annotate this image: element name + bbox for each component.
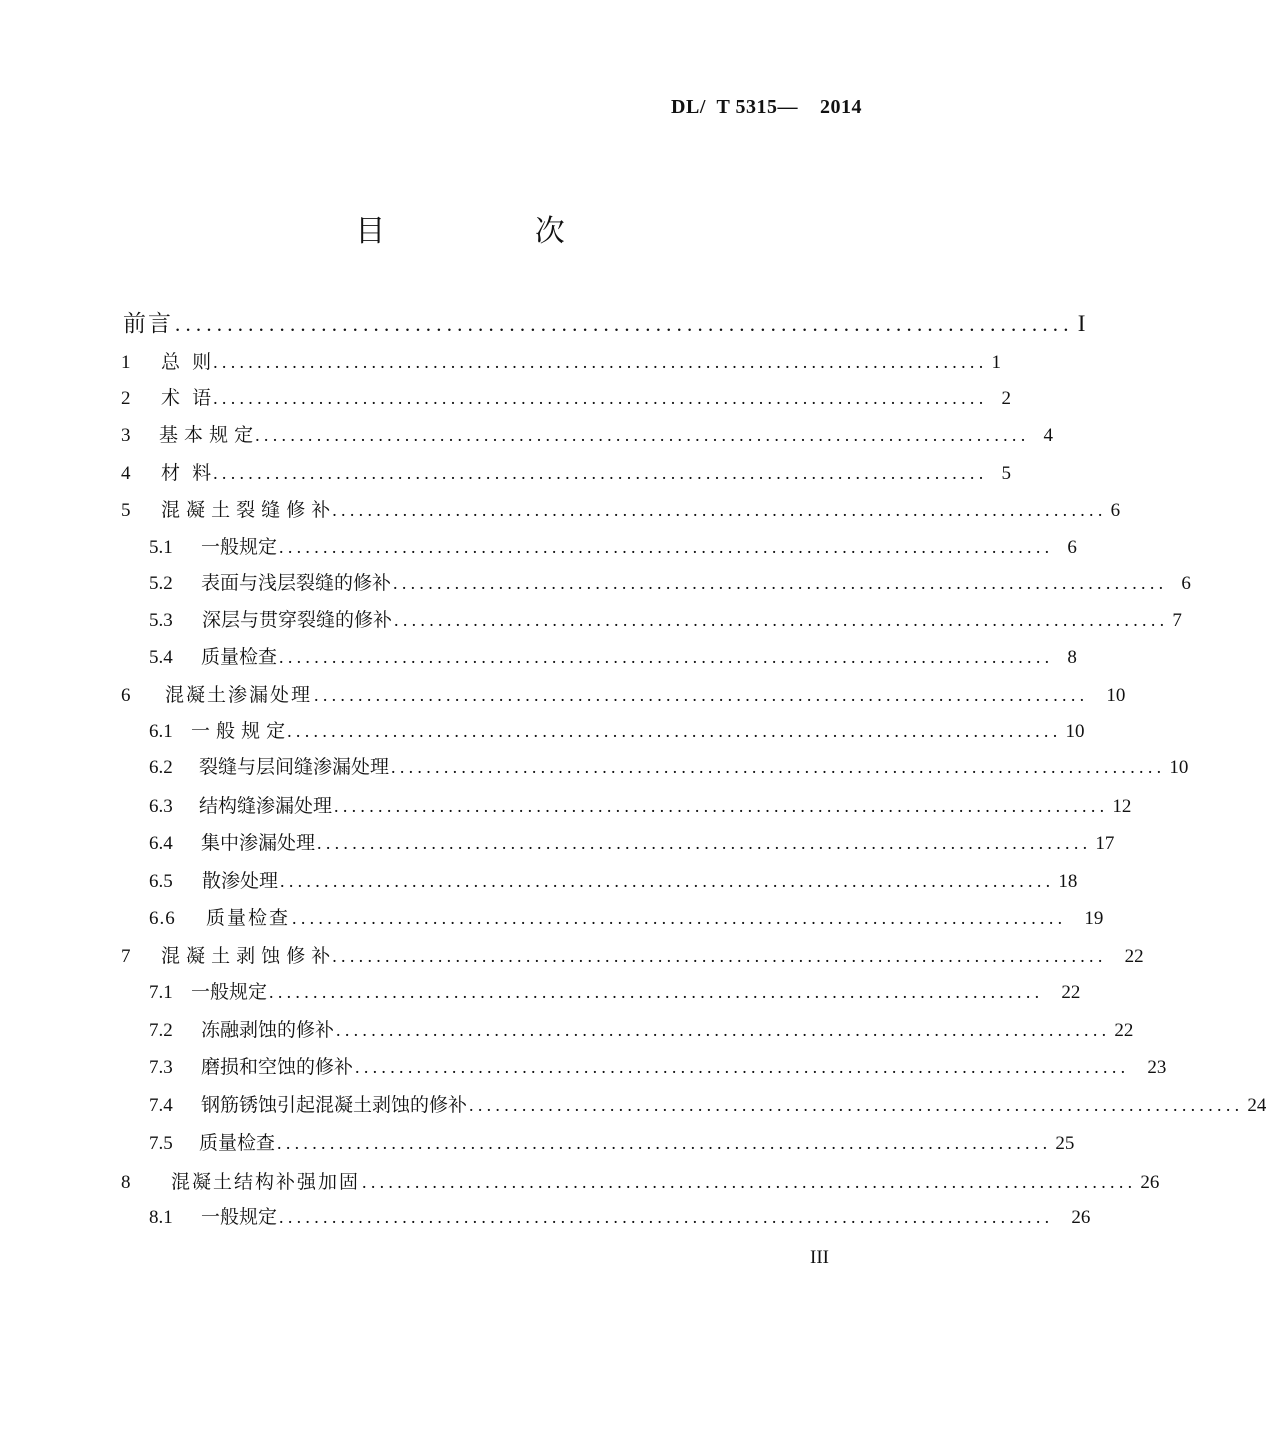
toc-entry[interactable] xyxy=(121,458,1011,485)
toc-leader-dots: ........................................................................................ xyxy=(332,500,1107,520)
toc-entry[interactable] xyxy=(121,941,1144,968)
toc-leader-dots: ........................................................................................ xyxy=(213,352,988,372)
toc-entry-page: 19 xyxy=(1084,908,1104,929)
toc-entry-page: 22 xyxy=(1114,1020,1134,1041)
toc-leader-dots: ........................................................................................ xyxy=(279,1207,1054,1227)
toc-entry[interactable] xyxy=(149,977,1081,1004)
toc-entry[interactable] xyxy=(149,1015,1134,1042)
toc-entry[interactable] xyxy=(149,828,1115,855)
toc-entry-page: 10 xyxy=(1065,721,1085,742)
toc-entry-number: 5 xyxy=(121,500,131,521)
toc-leader-dots: ........................................................................................ xyxy=(394,610,1169,630)
toc-leader-dots: ........................................................................................ xyxy=(393,573,1168,593)
toc-entry-number: 7 xyxy=(121,946,131,967)
toc-entry-title: 钢筋锈蚀引起混凝土剥蚀的修补 xyxy=(201,1094,468,1116)
toc-entry-page: 2 xyxy=(1001,388,1011,409)
toc-leader-dots: ........................................................................................ xyxy=(269,982,1044,1002)
toc-leader-dots: ........................................................................................ xyxy=(355,1057,1130,1077)
toc-leader-dots: ........................................................................................ xyxy=(279,647,1054,667)
toc-entry-number: 5.4 xyxy=(149,647,173,668)
toc-entry[interactable] xyxy=(121,347,1001,374)
toc-leader-dots: ...................................................................................... xyxy=(175,312,1074,336)
toc-entry-number: 6.1 xyxy=(149,721,173,742)
toc-leader-dots: ........................................................................................ xyxy=(362,1172,1137,1192)
toc-entry-number: 3 xyxy=(121,425,131,446)
toc-leader-dots: ........................................................................................ xyxy=(469,1095,1244,1115)
toc-entry-number: 8.1 xyxy=(149,1207,173,1228)
toc-entry-title: 术 语 xyxy=(161,387,212,409)
toc-entry-number: 6 xyxy=(121,685,131,706)
toc-entry-title: 一般规定 xyxy=(191,981,268,1003)
toc-entry-title: 一 般 规 定 xyxy=(191,720,286,742)
toc-entry[interactable] xyxy=(121,383,1011,410)
toc-leader-dots: ........................................................................................ xyxy=(287,721,1062,741)
toc-leader-dots: ........................................................................................ xyxy=(332,946,1107,966)
toc-entry-page: 5 xyxy=(1001,463,1011,484)
toc-entry-number: 7.4 xyxy=(149,1095,173,1116)
toc-entry[interactable] xyxy=(121,420,1054,447)
toc-entry-page: 8 xyxy=(1067,647,1077,668)
toc-entry-title: 深层与贯穿裂缝的修补 xyxy=(202,609,393,631)
toc-leader-dots: ........................................................................................ xyxy=(314,685,1089,705)
toc-entry-number: 6.3 xyxy=(149,796,173,817)
toc-leader-dots: ........................................................................................ xyxy=(391,757,1166,777)
page-number: III xyxy=(810,1247,829,1268)
toc-entry-number: 7.1 xyxy=(149,982,173,1003)
toc-entry-page: 6 xyxy=(1110,500,1121,521)
toc-entry-number: 4 xyxy=(121,463,131,484)
toc-entry-number: 6.2 xyxy=(149,757,173,778)
toc-entry-number: 8 xyxy=(121,1172,131,1193)
toc-leader-dots: ........................................................................................ xyxy=(277,1133,1052,1153)
toc-entry[interactable] xyxy=(149,568,1191,595)
toc-entry-number: 7.3 xyxy=(149,1057,173,1078)
toc-entry-page: 25 xyxy=(1055,1133,1075,1154)
toc-entry-number: 1 xyxy=(121,352,131,373)
toc-entry-title: 基 本 规 定 xyxy=(159,424,254,446)
toc-entry-page: 22 xyxy=(1124,946,1144,967)
toc-entry-title: 混凝土渗漏处理 xyxy=(165,684,313,706)
toc-entry-number: 6.4 xyxy=(149,833,173,854)
toc-entry-title: 散渗处理 xyxy=(202,870,279,892)
toc-leader-dots: ........................................................................................ xyxy=(213,463,988,483)
toc-entry[interactable] xyxy=(121,1167,1160,1194)
toc-leader-dots: ........................................................................................ xyxy=(334,796,1109,816)
toc-entry[interactable] xyxy=(149,1090,1266,1117)
toc-entry-page: 10 xyxy=(1106,685,1126,706)
toc-entry-number: 2 xyxy=(121,388,131,409)
toc-entry-page: 7 xyxy=(1172,610,1182,631)
toc-entry-page: 23 xyxy=(1147,1057,1167,1078)
toc-leader-dots: ........................................................................................ xyxy=(317,833,1092,853)
toc-leader-dots: ........................................................................................ xyxy=(279,537,1054,557)
toc-entry-page: 6 xyxy=(1181,573,1191,594)
toc-entry-title: 结构缝渗漏处理 xyxy=(199,795,333,817)
toc-entry[interactable] xyxy=(149,1128,1075,1155)
toc-entry-number: 5.1 xyxy=(149,537,173,558)
toc-entry-number: 5.2 xyxy=(149,573,173,594)
toc-entry[interactable] xyxy=(149,642,1077,669)
toc-entry-number: 5.3 xyxy=(149,610,173,631)
toc-entry[interactable] xyxy=(149,1052,1167,1079)
toc-entry-title: 表面与浅层裂缝的修补 xyxy=(201,572,392,594)
toc-entry-page: 12 xyxy=(1112,796,1132,817)
toc-leader-dots: ........................................................................................ xyxy=(255,425,1030,445)
page-title: 目 次 xyxy=(355,214,635,249)
toc-entry[interactable] xyxy=(149,866,1078,893)
standard-code: DL/ T 5315— 2014 xyxy=(671,96,862,118)
toc-entry-number: 7.2 xyxy=(149,1020,173,1041)
toc-entry[interactable] xyxy=(149,752,1189,779)
toc-leader-dots: ........................................................................................ xyxy=(280,871,1055,891)
toc-entry-title: 混 凝 土 裂 缝 修 补 xyxy=(161,499,331,521)
toc-leader-dots: ........................................................................................ xyxy=(292,908,1067,928)
toc-entry-title: 混凝土结构补强加固 xyxy=(171,1171,361,1193)
toc-entry-page: 6 xyxy=(1067,537,1077,558)
toc-entry-title: 一般规定 xyxy=(201,1206,278,1228)
toc-entry-number: 7.5 xyxy=(149,1133,173,1154)
toc-entry[interactable] xyxy=(149,716,1085,743)
toc-entry[interactable] xyxy=(121,680,1126,707)
toc-entry-page: 4 xyxy=(1043,425,1054,446)
toc-entry-title: 质量检查 xyxy=(206,907,291,929)
toc-entry-number: 6.5 xyxy=(149,871,173,892)
toc-leader-dots: ........................................................................................ xyxy=(213,388,988,408)
toc-entry-page: 22 xyxy=(1061,982,1081,1003)
toc-entry[interactable] xyxy=(149,791,1132,818)
toc-entry-number: 6.6 xyxy=(149,908,176,929)
toc-entry-page: 1 xyxy=(991,352,1001,373)
toc-entry-page: 24 xyxy=(1247,1095,1266,1116)
toc-entry[interactable] xyxy=(149,903,1104,930)
toc-entry-title: 质量检查 xyxy=(199,1132,276,1154)
toc-entry-page: 17 xyxy=(1095,833,1115,854)
toc-entry[interactable] xyxy=(149,532,1077,559)
toc-entry[interactable] xyxy=(121,495,1121,522)
toc-entry-page: I xyxy=(1077,311,1086,336)
toc-entry-title: 磨损和空蚀的修补 xyxy=(201,1056,354,1078)
toc-entry-title: 质量检查 xyxy=(201,646,278,668)
toc-entry-title: 材 料 xyxy=(161,462,212,484)
toc-entry-title: 一般规定 xyxy=(201,536,278,558)
toc-entry-title: 前言 xyxy=(123,311,173,337)
toc-entry-title: 总 则 xyxy=(161,351,212,373)
toc-leader-dots: ........................................................................................ xyxy=(336,1020,1111,1040)
toc-entry-title: 裂缝与层间缝渗漏处理 xyxy=(199,756,390,778)
toc-entry-page: 18 xyxy=(1058,871,1078,892)
toc-entry-title: 集中渗漏处理 xyxy=(201,832,316,854)
toc-entry[interactable] xyxy=(149,1202,1091,1229)
toc-entry[interactable] xyxy=(149,605,1182,632)
toc-entry-title: 冻融剥蚀的修补 xyxy=(201,1019,335,1041)
toc-entry-page: 10 xyxy=(1169,757,1189,778)
toc-entry-page: 26 xyxy=(1140,1172,1160,1193)
toc-entry-title: 混 凝 土 剥 蚀 修 补 xyxy=(161,945,331,967)
toc-entry-page: 26 xyxy=(1071,1207,1091,1228)
toc-entry-preface[interactable] xyxy=(123,305,1086,338)
